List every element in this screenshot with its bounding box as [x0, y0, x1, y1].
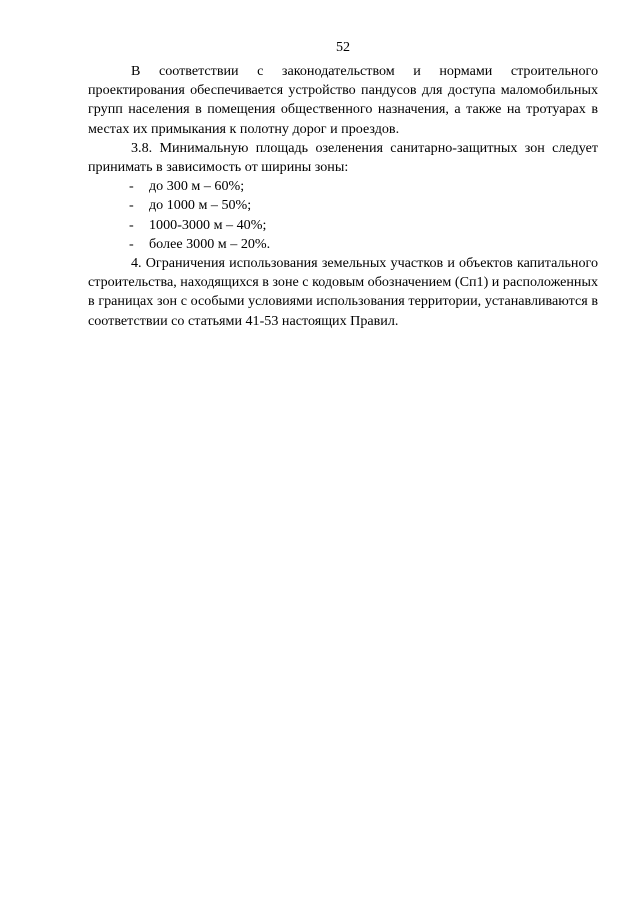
list-item-text: более 3000 м – 20%.: [149, 235, 271, 252]
document-body: [88, 62, 598, 331]
list-item-text: до 300 м – 60%;: [149, 178, 245, 195]
list-dash: -: [129, 178, 134, 195]
greening-percentage-list: [88, 177, 598, 254]
list-item: [88, 216, 598, 235]
list-dash: -: [129, 216, 134, 233]
list-item-text: 1000-3000 м – 40%;: [149, 216, 267, 233]
paragraph-greening-area: 3.8. Минимальную площадь озеленения санитарно-защитных зон следует принимать в зависимость от ширины зоны:: [88, 139, 598, 176]
list-dash: -: [129, 235, 134, 252]
paragraph-ramps: В соответствии с законодательством и нормами строительного проектирования обеспечивается устройство пандусов для доступа маломобильных групп населения в помещения общественного назначения, а также на тротуарах в местах их примыкания к полотну дорог и проездов.: [88, 63, 598, 137]
list-item-text: до 1000 м – 50%;: [149, 197, 252, 214]
list-item: [88, 177, 598, 196]
paragraph-land-use-restrictions: 4. Ограничения использования земельных участков и объектов капитального строительства, находящихся в зоне с кодовым обозначением (Сп1) и расположенных в границах зон с особыми условиями использования территории, устанавливаются в соответствии со статьями 41-53 настоящих Правил.: [88, 255, 598, 329]
list-dash: -: [129, 197, 134, 214]
list-item: [88, 196, 598, 215]
list-item: [88, 235, 598, 254]
page-number: 52: [335, 39, 351, 55]
